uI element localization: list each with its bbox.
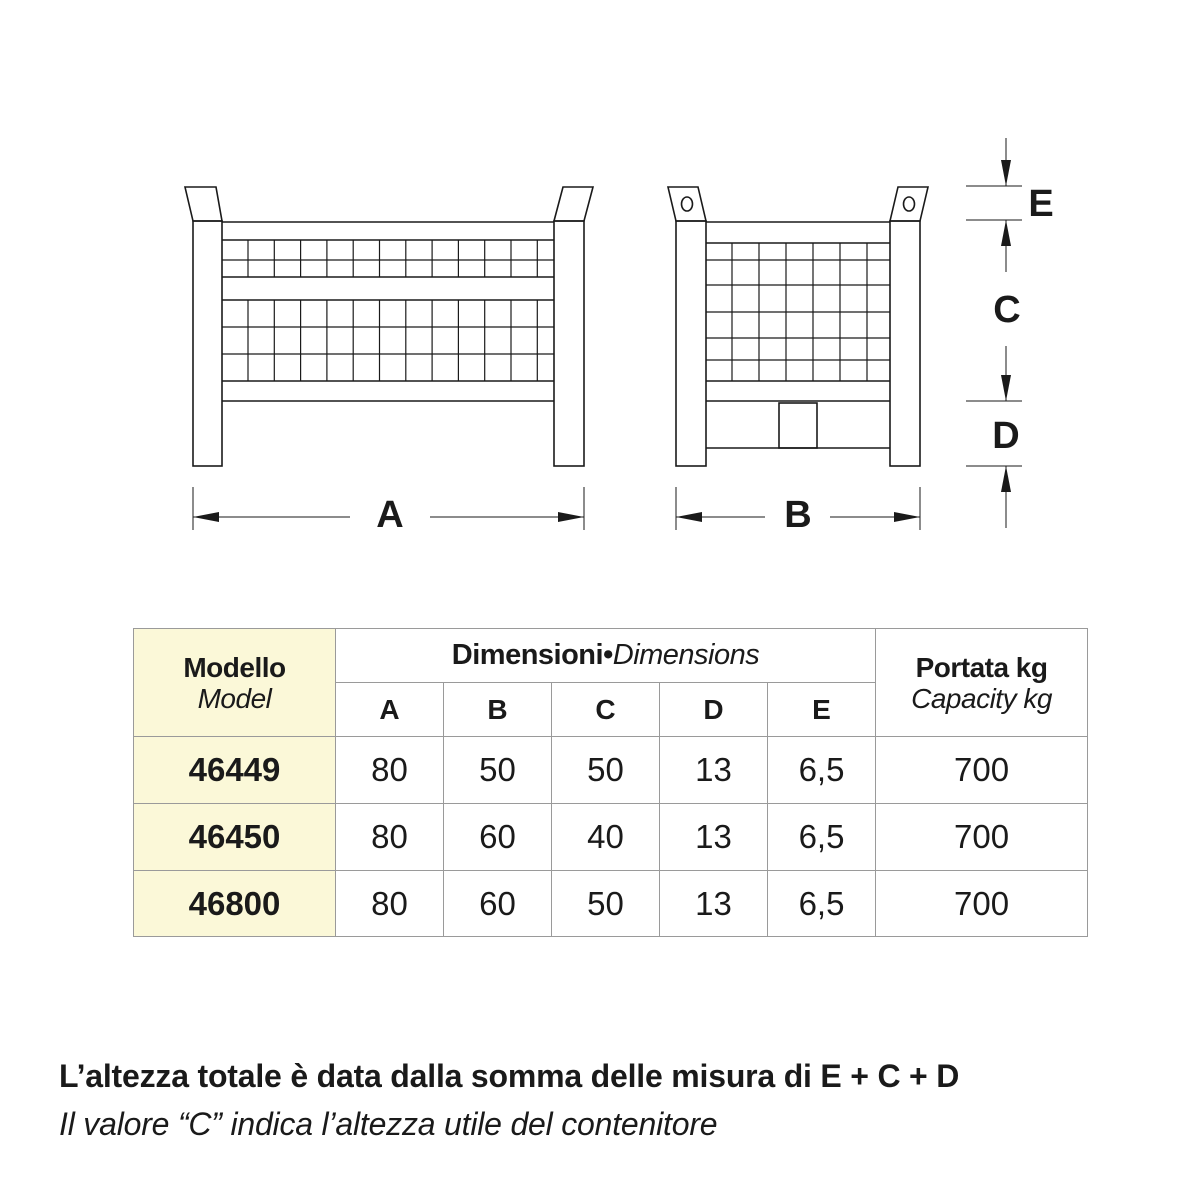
model-number: 46800	[134, 871, 336, 937]
front-view	[185, 187, 593, 466]
value-d: 13	[660, 871, 768, 937]
dimensions-header-separator: •	[603, 639, 613, 671]
column-header-a: A	[336, 683, 444, 737]
model-header-en: Model	[197, 682, 272, 714]
model-number: 46449	[134, 737, 336, 804]
dim-label-c: C	[993, 289, 1021, 331]
dimension-lines	[193, 138, 1022, 530]
side-right-post	[890, 221, 920, 466]
side-right-hook-hole	[904, 197, 915, 211]
front-right-cap	[554, 187, 593, 221]
value-a: 80	[336, 804, 444, 871]
front-right-post	[554, 221, 584, 466]
side-left-cap	[668, 187, 706, 221]
value-e: 6,5	[768, 804, 876, 871]
side-left-post	[676, 221, 706, 466]
capacity-header	[876, 629, 1088, 737]
side-mesh-grid	[706, 243, 890, 381]
value-b: 60	[444, 804, 552, 871]
value-c: 50	[552, 871, 660, 937]
dim-label-b: B	[784, 494, 812, 536]
dim-label-d: D	[992, 415, 1020, 457]
value-capacity: 700	[876, 804, 1088, 871]
value-a: 80	[336, 871, 444, 937]
dim-label-a: A	[376, 494, 404, 536]
column-header-e: E	[768, 683, 876, 737]
dimensions-header-it: Dimensioni	[451, 639, 604, 671]
model-header-it: Modello	[183, 651, 286, 683]
model-header	[134, 629, 336, 737]
value-a: 80	[336, 737, 444, 804]
value-capacity: 700	[876, 871, 1088, 937]
dimensions-header-en: Dimensions	[612, 639, 760, 671]
value-d: 13	[660, 804, 768, 871]
column-header-c: C	[552, 683, 660, 737]
table-row	[134, 871, 1088, 937]
side-view	[668, 187, 928, 466]
front-left-post	[193, 221, 222, 466]
side-left-hook-hole	[682, 197, 693, 211]
total-height-note: L’altezza totale è data dalla somma delle misura di E + C + D	[59, 1058, 960, 1094]
side-drop-door	[779, 403, 817, 448]
table-row	[134, 737, 1088, 804]
container-technical-drawing	[0, 0, 1200, 580]
dimension-arrows	[193, 160, 1011, 522]
dim-label-e: E	[1028, 183, 1054, 225]
useful-height-note: Il valore “C” indica l’altezza utile del contenitore	[59, 1106, 718, 1142]
capacity-header-en: Capacity kg	[911, 682, 1052, 714]
table-row	[134, 804, 1088, 871]
footnotes	[59, 1053, 1179, 1149]
column-header-b: B	[444, 683, 552, 737]
value-c: 50	[552, 737, 660, 804]
value-b: 60	[444, 871, 552, 937]
value-c: 40	[552, 804, 660, 871]
dimensions-table	[133, 628, 1088, 937]
column-header-d: D	[660, 683, 768, 737]
front-mesh-grid	[248, 240, 537, 381]
side-right-cap	[890, 187, 928, 221]
value-e: 6,5	[768, 871, 876, 937]
value-e: 6,5	[768, 737, 876, 804]
dimensions-header	[336, 629, 876, 683]
value-b: 50	[444, 737, 552, 804]
value-d: 13	[660, 737, 768, 804]
capacity-header-it: Portata kg	[915, 651, 1048, 683]
front-left-cap	[185, 187, 222, 221]
value-capacity: 700	[876, 737, 1088, 804]
model-number: 46450	[134, 804, 336, 871]
